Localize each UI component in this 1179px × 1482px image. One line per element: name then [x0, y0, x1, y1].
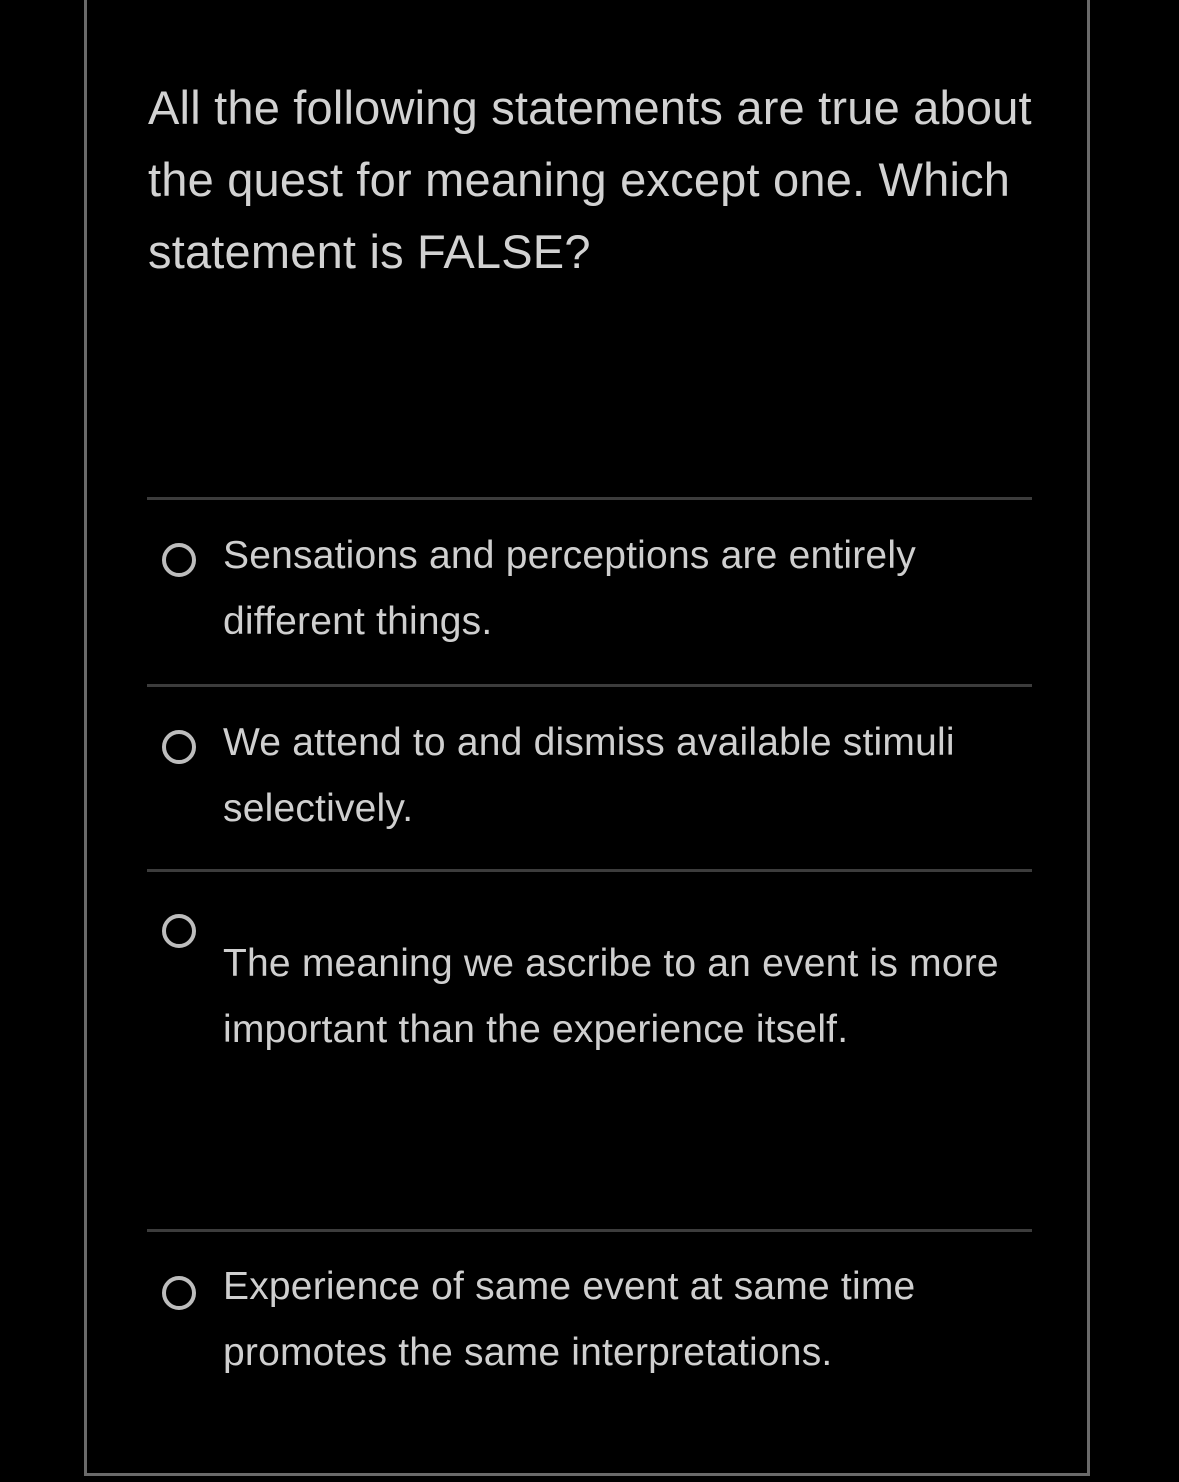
- question-text: All the following statements are true about the quest for meaning except one. Which statement is FALSE?: [148, 81, 1032, 278]
- divider: [147, 684, 1032, 687]
- radio-button-icon[interactable]: [162, 1276, 196, 1310]
- answer-option-2[interactable]: [147, 710, 1032, 840]
- radio-button-icon[interactable]: [162, 730, 196, 764]
- answer-option-label: Sensations and perceptions are entirely different things.: [223, 534, 916, 643]
- radio-button-icon[interactable]: [162, 914, 196, 948]
- answer-option-1[interactable]: [147, 525, 1032, 655]
- answer-option-label: The meaning we ascribe to an event is more important than the experience itself.: [223, 942, 999, 1051]
- divider: [147, 497, 1032, 500]
- divider: [147, 1229, 1032, 1232]
- answer-option-4[interactable]: [147, 1256, 1032, 1386]
- answer-option-label: We attend to and dismiss available stimuli selectively.: [223, 721, 955, 830]
- radio-button-icon[interactable]: [162, 543, 196, 577]
- answer-option-label: Experience of same event at same time promotes the same interpretations.: [223, 1265, 916, 1374]
- divider: [147, 869, 1032, 872]
- answer-option-3[interactable]: [147, 910, 1032, 1070]
